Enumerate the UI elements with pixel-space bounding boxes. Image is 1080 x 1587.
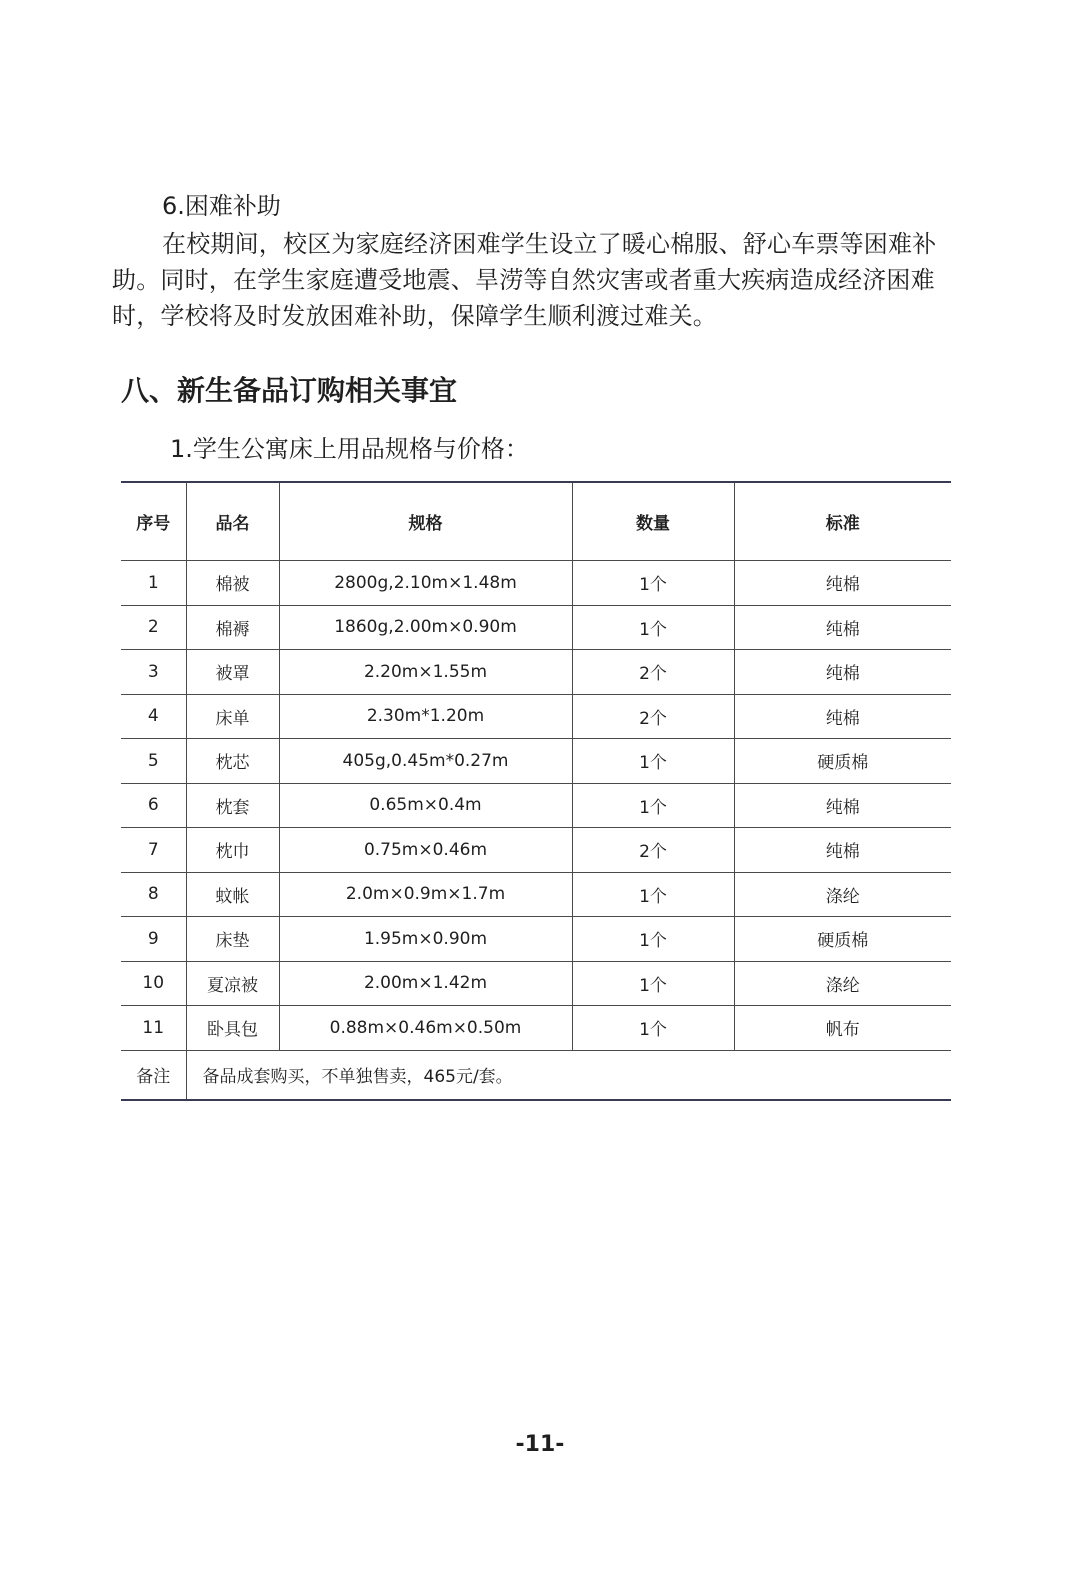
table-row <box>121 561 951 606</box>
cell-quantity: 1个 <box>572 783 734 828</box>
bedding-spec-table <box>121 481 951 1101</box>
cell-index: 10 <box>121 961 186 1006</box>
cell-standard: 硬质棉 <box>734 917 951 962</box>
cell-spec: 2.00m×1.42m <box>279 961 572 1006</box>
cell-item-name: 蚊帐 <box>186 872 279 917</box>
table-row <box>121 828 951 873</box>
cell-quantity: 1个 <box>572 605 734 650</box>
table-row <box>121 694 951 739</box>
cell-standard: 纯棉 <box>734 650 951 695</box>
cell-standard: 涤纶 <box>734 872 951 917</box>
table-row <box>121 1006 951 1051</box>
header-index: 序号 <box>121 482 186 561</box>
cell-item-name: 夏凉被 <box>186 961 279 1006</box>
cell-spec: 0.65m×0.4m <box>279 783 572 828</box>
cell-quantity: 1个 <box>572 739 734 784</box>
cell-spec: 2800g,2.10m×1.48m <box>279 561 572 606</box>
cell-item-name: 床单 <box>186 694 279 739</box>
cell-index: 6 <box>121 783 186 828</box>
cell-quantity: 1个 <box>572 561 734 606</box>
cell-index: 2 <box>121 605 186 650</box>
table-row <box>121 917 951 962</box>
page-number: -11- <box>515 1432 565 1457</box>
cell-index: 8 <box>121 872 186 917</box>
header-standard: 标准 <box>734 482 951 561</box>
table-note-row <box>121 1050 951 1100</box>
cell-quantity: 1个 <box>572 872 734 917</box>
table-row <box>121 739 951 784</box>
cell-quantity: 1个 <box>572 1006 734 1051</box>
cell-index: 4 <box>121 694 186 739</box>
header-quantity: 数量 <box>572 482 734 561</box>
cell-spec: 0.75m×0.46m <box>279 828 572 873</box>
cell-standard: 涤纶 <box>734 961 951 1006</box>
cell-quantity: 2个 <box>572 694 734 739</box>
cell-item-name: 枕巾 <box>186 828 279 873</box>
cell-standard: 纯棉 <box>734 561 951 606</box>
table-row <box>121 872 951 917</box>
cell-spec: 2.30m*1.20m <box>279 694 572 739</box>
cell-standard: 硬质棉 <box>734 739 951 784</box>
cell-item-name: 棉褥 <box>186 605 279 650</box>
subsection-heading: 6.困难补助 <box>162 192 281 220</box>
table-row <box>121 605 951 650</box>
cell-spec: 2.0m×0.9m×1.7m <box>279 872 572 917</box>
cell-spec: 2.20m×1.55m <box>279 650 572 695</box>
cell-index: 5 <box>121 739 186 784</box>
cell-item-name: 枕芯 <box>186 739 279 784</box>
cell-spec: 1860g,2.00m×0.90m <box>279 605 572 650</box>
cell-standard: 纯棉 <box>734 783 951 828</box>
cell-quantity: 2个 <box>572 828 734 873</box>
cell-index: 7 <box>121 828 186 873</box>
cell-standard: 纯棉 <box>734 605 951 650</box>
cell-quantity: 2个 <box>572 650 734 695</box>
cell-spec: 405g,0.45m*0.27m <box>279 739 572 784</box>
cell-standard: 纯棉 <box>734 694 951 739</box>
note-label: 备注 <box>121 1050 186 1100</box>
section-title: 八、新生备品订购相关事宜 <box>121 374 458 407</box>
cell-item-name: 卧具包 <box>186 1006 279 1051</box>
cell-item-name: 棉被 <box>186 561 279 606</box>
cell-spec: 1.95m×0.90m <box>279 917 572 962</box>
table-row <box>121 783 951 828</box>
cell-index: 1 <box>121 561 186 606</box>
table-header-row <box>121 482 951 561</box>
header-item-name: 品名 <box>186 482 279 561</box>
table-row <box>121 650 951 695</box>
cell-spec: 0.88m×0.46m×0.50m <box>279 1006 572 1051</box>
cell-item-name: 被罩 <box>186 650 279 695</box>
cell-item-name: 床垫 <box>186 917 279 962</box>
note-text: 备品成套购买，不单独售卖，465元/套。 <box>186 1050 951 1100</box>
cell-standard: 帆布 <box>734 1006 951 1051</box>
cell-item-name: 枕套 <box>186 783 279 828</box>
cell-index: 11 <box>121 1006 186 1051</box>
cell-index: 9 <box>121 917 186 962</box>
cell-quantity: 1个 <box>572 961 734 1006</box>
table-caption: 1.学生公寓床上用品规格与价格： <box>170 435 529 463</box>
cell-index: 3 <box>121 650 186 695</box>
cell-standard: 纯棉 <box>734 828 951 873</box>
cell-quantity: 1个 <box>572 917 734 962</box>
hardship-aid-paragraph: 在校期间，校区为家庭经济困难学生设立了暖心棉服、舒心车票等困难补助。同时，在学生家庭遭受地震、旱涝等自然灾害或者重大疾病造成经济困难时，学校将及时发放困难补助，保障学生顺利渡过难关。 <box>112 230 937 330</box>
table-row <box>121 961 951 1006</box>
header-spec: 规格 <box>279 482 572 561</box>
